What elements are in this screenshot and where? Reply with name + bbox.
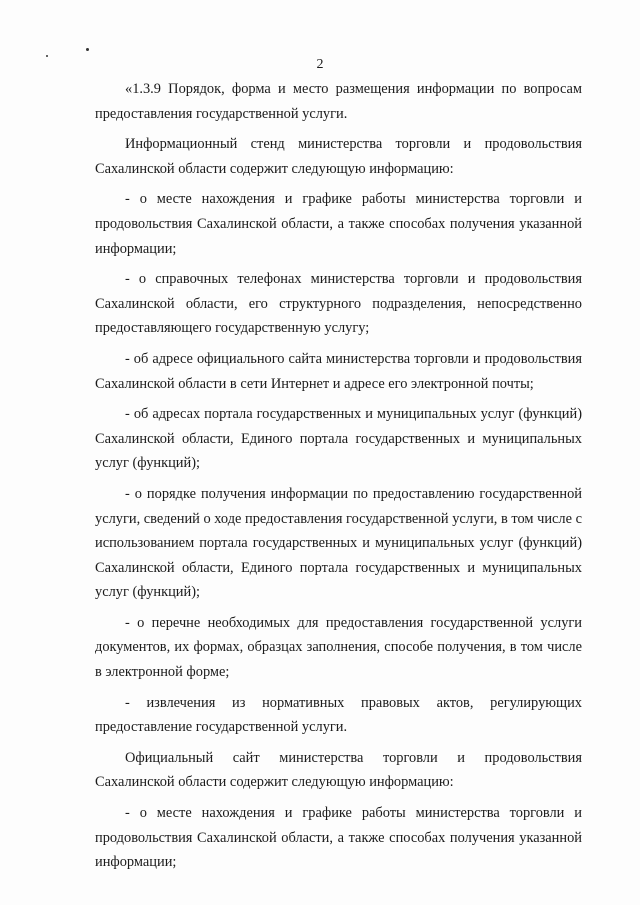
list-item: - о порядке получения информации по предоставлению государственной услуги, сведений о ходе предоставления государственной услуги, в том числе с использованием портала государственных и муниципальных услуг (функций) Сахалинской области, Единого портала государственных и муниципальных услуг (функций); <box>95 485 582 601</box>
list-item: - об адресах портала государственных и муниципальных услуг (функций) Сахалинской области, Единого портала государственных и муниципальных услуг (функций); <box>95 406 582 472</box>
body-paragraph: Официальный сайт министерства торговли и продовольствия Сахалинской области содержит следующую информацию: <box>95 749 582 791</box>
list-item: - о перечне необходимых для предоставления государственной услуги документов, их формах, образцах заполнения, способе получения, в том числе в электронной форме; <box>95 614 582 681</box>
list-item: - о месте нахождения и графике работы министерства торговли и продовольствия Сахалинской области, а также способах получения указанной информации; <box>95 191 582 257</box>
document-body <box>95 77 582 881</box>
scan-speck <box>86 48 89 51</box>
section-heading-paragraph: «1.3.9 Порядок, форма и место размещения информации по вопросам предоставления государственной услуги. <box>95 81 582 122</box>
page-number: 2 <box>316 57 324 72</box>
list-item: - об адресе официального сайта министерства торговли и продовольствия Сахалинской области в сети Интернет и адресе его электронной почты; <box>95 350 582 392</box>
list-item: - о месте нахождения и графике работы министерства торговли и продовольствия Сахалинской области, а также способах получения указанной информации; <box>95 805 582 871</box>
list-item: - извлечения из нормативных правовых актов, регулирующих предоставление государственной услуги. <box>95 694 582 736</box>
list-item: - о справочных телефонах министерства торговли и продовольствия Сахалинской области, его структурного подразделения, непосредственно предоставляющего государственную услугу; <box>95 271 582 337</box>
body-paragraph: Информационный стенд министерства торговли и продовольствия Сахалинской области содержит следующую информацию: <box>95 136 582 177</box>
